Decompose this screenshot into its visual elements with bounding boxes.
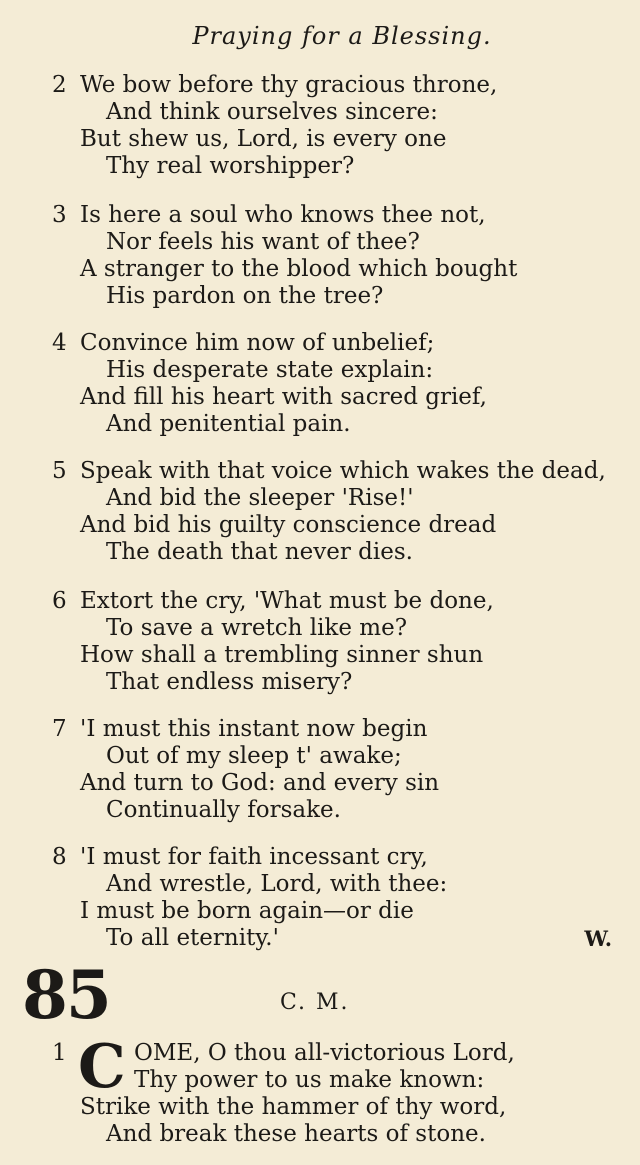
stanza-line: 5 Speak with that voice which wakes the dead,	[52, 458, 606, 484]
stanza-line: 2 We bow before thy gracious throne,	[52, 72, 498, 98]
stanza-line: Thy real worshipper?	[106, 153, 355, 179]
stanza-line: And break these hearts of stone.	[106, 1121, 486, 1147]
stanza-line: Nor feels his want of thee?	[106, 229, 420, 255]
stanza-line: And wrestle, Lord, with thee:	[106, 871, 448, 897]
stanza-number: 6	[52, 588, 67, 614]
stanza-line: The death that never dies.	[106, 539, 413, 565]
stanza-line: 3 Is here a soul who knows thee not,	[52, 202, 486, 228]
stanza-line: And think ourselves sincere:	[106, 99, 438, 125]
stanza-number: 4	[52, 330, 67, 356]
stanza-line: 6 Extort the cry, 'What must be done,	[52, 588, 494, 614]
drop-cap: C	[78, 1032, 126, 1102]
stanza-line: And bid his guilty conscience dread	[80, 512, 497, 538]
stanza-number: 7	[52, 716, 67, 742]
stanza-2	[52, 72, 622, 180]
stanza-line: How shall a trembling sinner shun	[80, 642, 484, 668]
stanza-number: 1	[52, 1040, 67, 1066]
hymn-85-stanza-1	[52, 1032, 622, 1148]
stanza-8	[52, 844, 622, 952]
stanza-line: A stranger to the blood which bought	[80, 256, 518, 282]
stanza-number: 5	[52, 458, 67, 484]
stanza-line: I must be born again—or die	[80, 898, 414, 924]
stanza-line: Strike with the hammer of thy word,	[80, 1094, 507, 1120]
stanza-7	[52, 716, 622, 824]
stanza-6	[52, 588, 622, 696]
stanza-line: 7 'I must this instant now begin	[52, 716, 428, 742]
author-initial: W.	[584, 926, 612, 951]
stanza-line: And bid the sleeper 'Rise!'	[106, 485, 414, 511]
stanza-line: Continually forsake.	[106, 797, 341, 823]
stanza-line: 8 'I must for faith incessant cry,	[52, 844, 428, 870]
stanza-line: That endless misery?	[106, 669, 353, 695]
stanza-line: 4 Convince him now of unbelief;	[52, 330, 435, 356]
stanza-line: 1 OME, O thou all-victorious Lord,	[52, 1040, 515, 1066]
stanza-line: To save a wretch like me?	[106, 615, 408, 641]
stanza-number: 2	[52, 72, 67, 98]
stanza-4	[52, 330, 622, 438]
hymn-meter: C. M.	[280, 990, 350, 1015]
stanza-line: And fill his heart with sacred grief,	[80, 384, 487, 410]
stanza-number: 8	[52, 844, 67, 870]
stanza-line: But shew us, Lord, is every one	[80, 126, 447, 152]
stanza-line: And turn to God: and every sin	[80, 770, 440, 796]
stanza-line: To all eternity.'	[106, 925, 279, 951]
stanza-line: His desperate state explain:	[106, 357, 434, 383]
stanza-line: His pardon on the tree?	[106, 283, 384, 309]
stanza-number: 3	[52, 202, 67, 228]
page-header: Praying for a Blessing.	[192, 22, 492, 50]
stanza-line: Thy power to us make known:	[134, 1067, 485, 1093]
stanza-3	[52, 202, 622, 310]
stanza-line: Out of my sleep t' awake;	[106, 743, 402, 769]
hymn-number: 85	[22, 956, 110, 1034]
stanza-line: And penitential pain.	[106, 411, 351, 437]
stanza-5	[52, 458, 622, 566]
